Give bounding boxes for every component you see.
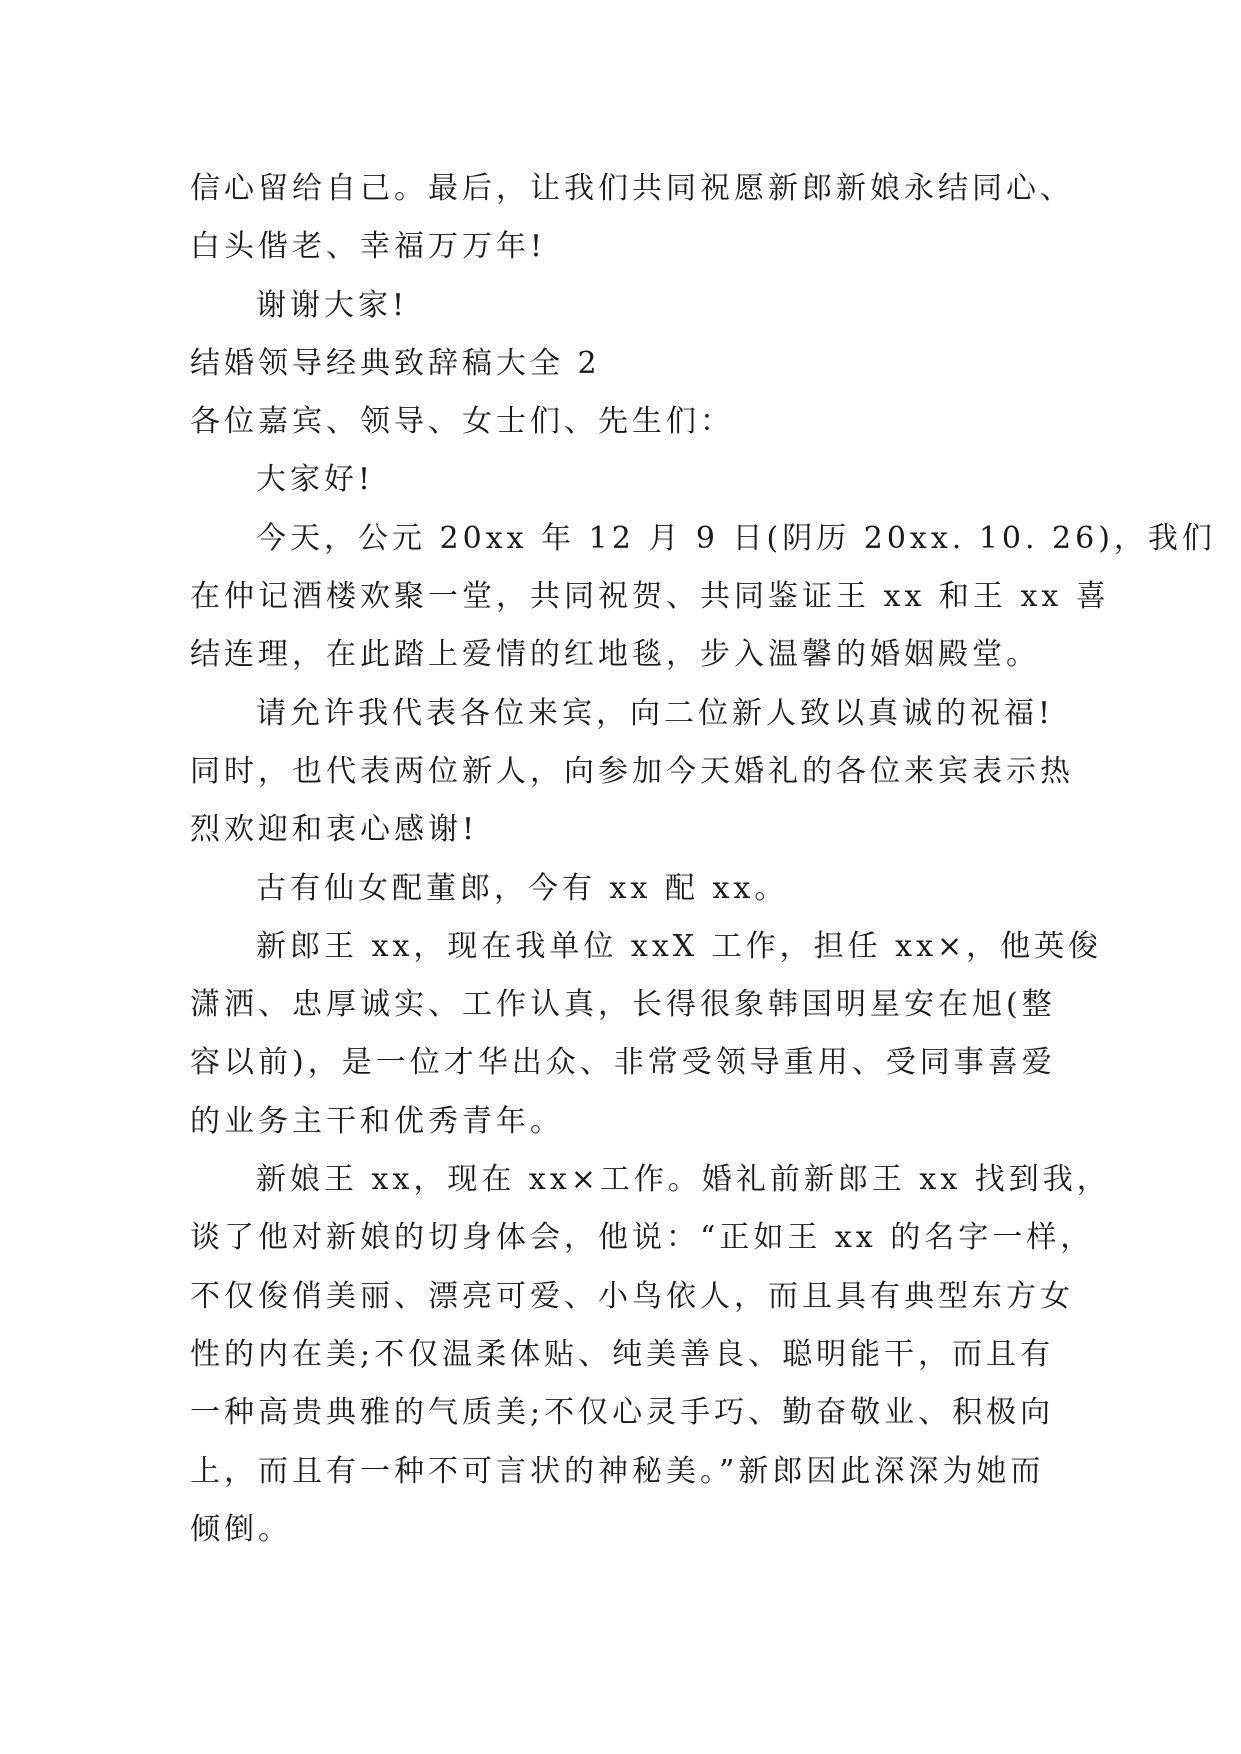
text-line: 容以前)，是一位才华出众、非常受领导重用、受同事喜爱: [190, 1045, 1056, 1081]
text-line: 谢谢大家!: [256, 287, 409, 323]
text-line: 白头偕老、幸福万万年!: [190, 229, 547, 265]
text-line: 结连理，在此踏上爱情的红地毯，步入温馨的婚姻殿堂。: [190, 637, 1040, 673]
text-line: 一种高贵典雅的气质美;不仅心灵手巧、勤奋敬业、积极向: [190, 1395, 1055, 1431]
text-line: 请允许我代表各位来宾，向二位新人致以真诚的祝福!: [256, 695, 1055, 731]
text-line: 潇洒、忠厚诚实、工作认真，长得很象韩国明星安在旭(整: [190, 987, 1056, 1023]
text-line: 的业务主干和优秀青年。: [190, 1103, 564, 1139]
text-line: 古有仙女配董郎，今有 xx 配 xx。: [256, 870, 789, 906]
text-line: 各位嘉宾、领导、女士们、先生们：: [190, 404, 734, 440]
text-line: 上，而且有一种不可言状的神秘美。”新郎因此深深为她而: [190, 1453, 1045, 1489]
text-line: 在仲记酒楼欢聚一堂，共同祝贺、共同鉴证王 xx 和王 xx 喜: [190, 579, 1110, 615]
text-line: 新娘王 xx，现在 xx×工作。婚礼前新郎王 xx 找到我，: [256, 1162, 1111, 1198]
text-line: 大家好!: [256, 462, 375, 498]
text-line: 信心留给自己。最后，让我们共同祝愿新郎新娘永结同心、: [190, 171, 1074, 206]
text-line: 今天，公元 20xx 年 12 月 9 日(阴历 20xx. 10. 26)，我们: [256, 520, 1216, 556]
text-line: 烈欢迎和衷心感谢!: [190, 812, 479, 848]
text-line: 同时，也代表两位新人，向参加今天婚礼的各位来宾表示热: [190, 753, 1074, 789]
text-line: 谈了他对新娘的切身体会，他说：“正如王 xx 的名字一样，: [190, 1220, 1095, 1256]
text-line: 新郎王 xx，现在我单位 xxX 工作，担任 xx×，他英俊: [256, 928, 1103, 964]
document-body: [190, 160, 1216, 1559]
text-line: 不仅俊俏美丽、漂亮可爱、小鸟依人，而且具有典型东方女: [190, 1278, 1074, 1314]
text-line: 结婚领导经典致辞稿大全 2: [190, 345, 601, 381]
text-line: 性的内在美;不仅温柔体贴、纯美善良、聪明能干，而且有: [190, 1336, 1055, 1372]
text-line: 倾倒。: [190, 1511, 292, 1547]
